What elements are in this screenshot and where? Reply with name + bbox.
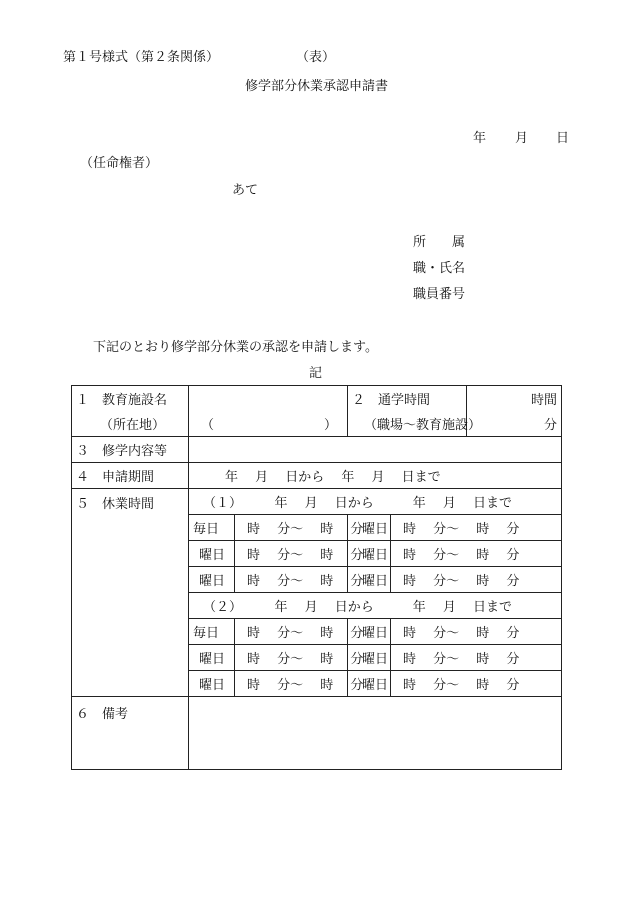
table-row xyxy=(72,697,562,770)
day-cell: 毎日 xyxy=(189,619,235,645)
day-cell: 曜日 xyxy=(189,645,235,671)
study-content-cell xyxy=(189,437,562,463)
day-cell: 曜日 xyxy=(189,567,235,593)
time-range-cell: 時 分～ 時 分 xyxy=(235,645,348,671)
time-range-cell: 時 分～ 時 分 xyxy=(235,567,348,593)
applicant-staff-number: 職員番号 xyxy=(413,287,466,302)
time-range-cell: 時 分～ 時 分 xyxy=(235,671,348,697)
table-row xyxy=(72,386,562,412)
day-cell: 曜日 xyxy=(348,619,391,645)
applicant-affiliation: 所 属 xyxy=(413,235,466,250)
date-year: 年 xyxy=(473,131,487,146)
time-range-cell: 時 分～ 時 分 xyxy=(391,619,562,645)
commute-time-label: ２ 通学時間 xyxy=(348,386,467,412)
time-range-cell: 時 分～ 時 分 xyxy=(235,619,348,645)
day-cell: 曜日 xyxy=(348,645,391,671)
time-range-cell: 時 分～ 時 分 xyxy=(391,541,562,567)
table-row xyxy=(72,437,562,463)
day-cell: 曜日 xyxy=(348,515,391,541)
form-side: （表） xyxy=(296,50,336,65)
table-row xyxy=(72,489,562,515)
date-day: 日 xyxy=(556,131,570,146)
remarks-cell xyxy=(189,697,562,770)
remarks-label: ６ 備考 xyxy=(72,697,189,770)
time-range-cell: 時 分～ 時 分 xyxy=(391,645,562,671)
day-cell: 曜日 xyxy=(189,671,235,697)
table-row xyxy=(72,411,562,437)
commute-route-label: （職場～教育施設） xyxy=(348,411,467,437)
day-cell: 毎日 xyxy=(189,515,235,541)
time-range-cell: 時 分～ 時 分 xyxy=(235,515,348,541)
form-number: 第１号様式（第２条関係） xyxy=(63,50,220,65)
location-paren-open: （ xyxy=(201,418,215,433)
applicant-position-name: 職・氏名 xyxy=(413,261,466,276)
document-title: 修学部分休業承認申請書 xyxy=(245,79,389,94)
application-period-label: ４ 申請期間 xyxy=(72,463,189,489)
study-content-label: ３ 修学内容等 xyxy=(72,437,189,463)
facility-name-label: １ 教育施設名 xyxy=(72,386,189,412)
application-table xyxy=(71,385,562,770)
time-range-cell: 時 分～ 時 分 xyxy=(391,515,562,541)
request-statement: 下記のとおり修学部分休業の承認を申請します。 xyxy=(93,340,378,355)
day-cell: 曜日 xyxy=(348,671,391,697)
commute-minutes-label: 分 xyxy=(467,411,562,437)
time-range-cell: 時 分～ 時 分 xyxy=(391,567,562,593)
day-cell: 曜日 xyxy=(189,541,235,567)
commute-hours-label: 時間 xyxy=(467,386,562,412)
facility-name-cell xyxy=(189,386,348,412)
day-cell: 曜日 xyxy=(348,567,391,593)
day-cell: 曜日 xyxy=(348,541,391,567)
addressee-ate: あて xyxy=(232,183,259,198)
date-month: 月 xyxy=(515,131,529,146)
ki-heading: 記 xyxy=(309,366,323,381)
time-range-cell: 時 分～ 時 分 xyxy=(391,671,562,697)
appointing-authority: （任命権者） xyxy=(80,156,159,171)
time-range-cell: 時 分～ 時 分 xyxy=(235,541,348,567)
facility-location-label: （所在地） xyxy=(72,411,189,437)
leave-time-label: ５ 休業時間 xyxy=(72,489,189,697)
table-row xyxy=(72,463,562,489)
leave-period-1: （１） 年 月 日から 年 月 日まで xyxy=(189,489,562,515)
leave-period-2: （２） 年 月 日から 年 月 日まで xyxy=(189,593,562,619)
facility-location-cell xyxy=(189,411,348,437)
location-paren-close: ） xyxy=(323,418,337,433)
application-period-value: 年 月 日から 年 月 日まで xyxy=(189,463,562,489)
